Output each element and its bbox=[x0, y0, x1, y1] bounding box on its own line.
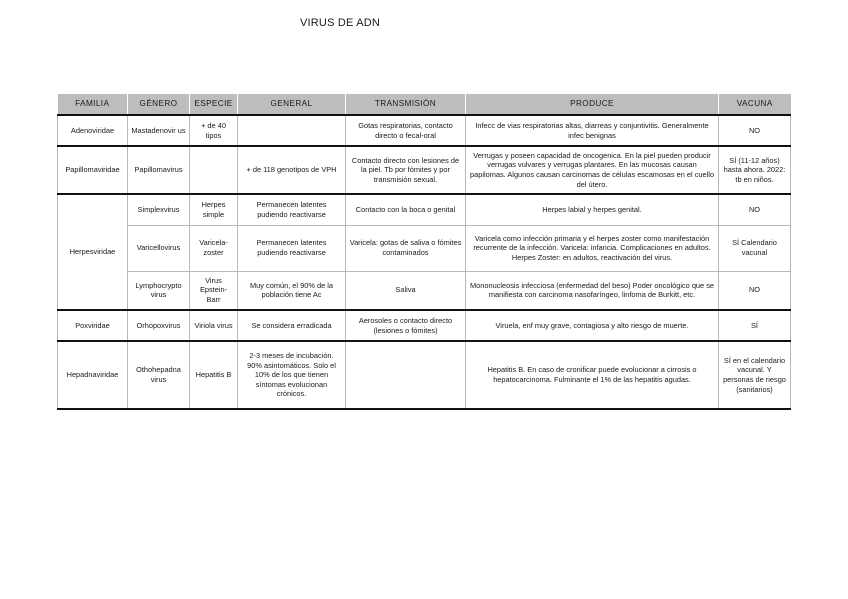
cell-vacuna: SÍ Calendario vacunal bbox=[719, 225, 791, 271]
cell-especie: Viriola virus bbox=[190, 310, 238, 341]
cell-vacuna: NO bbox=[719, 115, 791, 146]
table-row bbox=[58, 146, 791, 194]
cell-general: Permanecen latentes pudiendo reactivarse bbox=[238, 194, 346, 225]
cell-transmision bbox=[346, 341, 466, 409]
header-row bbox=[58, 94, 791, 115]
cell-produce: Herpes labial y herpes genital. bbox=[466, 194, 719, 225]
virus-table bbox=[57, 94, 791, 410]
cell-produce: Hepatitis B. En caso de cronificar puede evolucionar a cirrosis o hepatocarcinoma. Fulminante el 1% de las hepatitis agudas. bbox=[466, 341, 719, 409]
table-row bbox=[58, 194, 791, 225]
cell-especie: Hepatitis B bbox=[190, 341, 238, 409]
cell-produce: Varicela como infección primaria y el herpes zoster como manifestación recurrente de la infección. Varicela: infancia. Complicaciones en adultos. Herpes Zoster: en adultos, reactivación del virus. bbox=[466, 225, 719, 271]
cell-produce: Verrugas y poseen capacidad de oncogenica. En la piel pueden producir verrugas vulvares y verrugas plantares. En las mucosas causan papilomas. Algunos causan carcinomas de células escamosas en el cuello del útero. bbox=[466, 146, 719, 194]
cell-vacuna: SÍ bbox=[719, 310, 791, 341]
cell-transmision: Contacto con la boca o genital bbox=[346, 194, 466, 225]
cell-vacuna: NO bbox=[719, 194, 791, 225]
cell-especie bbox=[190, 146, 238, 194]
cell-general: Se considera erradicada bbox=[238, 310, 346, 341]
cell-transmision: Saliva bbox=[346, 271, 466, 310]
cell-transmision: Contacto directo con lesiones de la piel. Tb por fómites y por transmisión sexual. bbox=[346, 146, 466, 194]
header-transmision: TRANSMISIÓN bbox=[346, 94, 466, 115]
cell-general: + de 118 genotipos de VPH bbox=[238, 146, 346, 194]
cell-familia: Adenoviridae bbox=[58, 115, 128, 146]
cell-especie: + de 40 tipos bbox=[190, 115, 238, 146]
cell-genero: Simplexvirus bbox=[128, 194, 190, 225]
header-vacuna: VACUNA bbox=[719, 94, 791, 115]
cell-vacuna: SÍ en el calendario vacunal. Y personas de riesgo (sanitarios) bbox=[719, 341, 791, 409]
cell-general bbox=[238, 115, 346, 146]
table-row bbox=[58, 225, 791, 271]
header-general: GENERAL bbox=[238, 94, 346, 115]
table-row bbox=[58, 310, 791, 341]
header-familia: FAMILIA bbox=[58, 94, 128, 115]
cell-produce: Mononucleosis infecciosa (enfermedad del beso) Poder oncológico que se manifiesta con carcinoma nasofaríngeo, linfoma de Burkitt, etc. bbox=[466, 271, 719, 310]
cell-especie: Virus Epstein-Barr bbox=[190, 271, 238, 310]
cell-genero: Varicellovirus bbox=[128, 225, 190, 271]
cell-especie: Varicela-zoster bbox=[190, 225, 238, 271]
cell-familia: Papillomaviridae bbox=[58, 146, 128, 194]
cell-familia: Poxviridae bbox=[58, 310, 128, 341]
cell-familia: Herpesviridae bbox=[58, 194, 128, 310]
header-genero: GÉNERO bbox=[128, 94, 190, 115]
cell-familia: Hepadnaviridae bbox=[58, 341, 128, 409]
page-title: VIRUS DE ADN bbox=[299, 17, 381, 29]
cell-general: Muy común, el 90% de la población tiene Ac bbox=[238, 271, 346, 310]
table-row bbox=[58, 115, 791, 146]
cell-transmision: Varicela: gotas de saliva o fómites contaminados bbox=[346, 225, 466, 271]
cell-genero: Lymphocrypto virus bbox=[128, 271, 190, 310]
cell-genero: Orhopoxvirus bbox=[128, 310, 190, 341]
cell-genero: Othohepadna virus bbox=[128, 341, 190, 409]
cell-vacuna: NO bbox=[719, 271, 791, 310]
cell-produce: Infecc de vias respiratorias altas, diarreas y conjuntivitis. Generalmente infec benignas bbox=[466, 115, 719, 146]
cell-genero: Papillomavirus bbox=[128, 146, 190, 194]
cell-transmision: Aerosoles o contacto directo (lesiones o fómites) bbox=[346, 310, 466, 341]
cell-transmision: Gotas respiratorias, contacto directo o fecal-oral bbox=[346, 115, 466, 146]
cell-genero: Mastadenovir us bbox=[128, 115, 190, 146]
table-row bbox=[58, 341, 791, 409]
cell-especie: Herpes simple bbox=[190, 194, 238, 225]
header-produce: PRODUCE bbox=[466, 94, 719, 115]
header-especie: ESPECIE bbox=[190, 94, 238, 115]
cell-produce: Viruela, enf muy grave, contagiosa y alto riesgo de muerte. bbox=[466, 310, 719, 341]
cell-general: 2-3 meses de incubación. 90% asintomáticos. Solo el 10% de los que tienen síntomas evolucionan crónicos. bbox=[238, 341, 346, 409]
cell-vacuna: SÍ (11-12 años) hasta ahora. 2022: tb en niños. bbox=[719, 146, 791, 194]
cell-general: Permanecen latentes pudiendo reactivarse bbox=[238, 225, 346, 271]
table-row bbox=[58, 271, 791, 310]
